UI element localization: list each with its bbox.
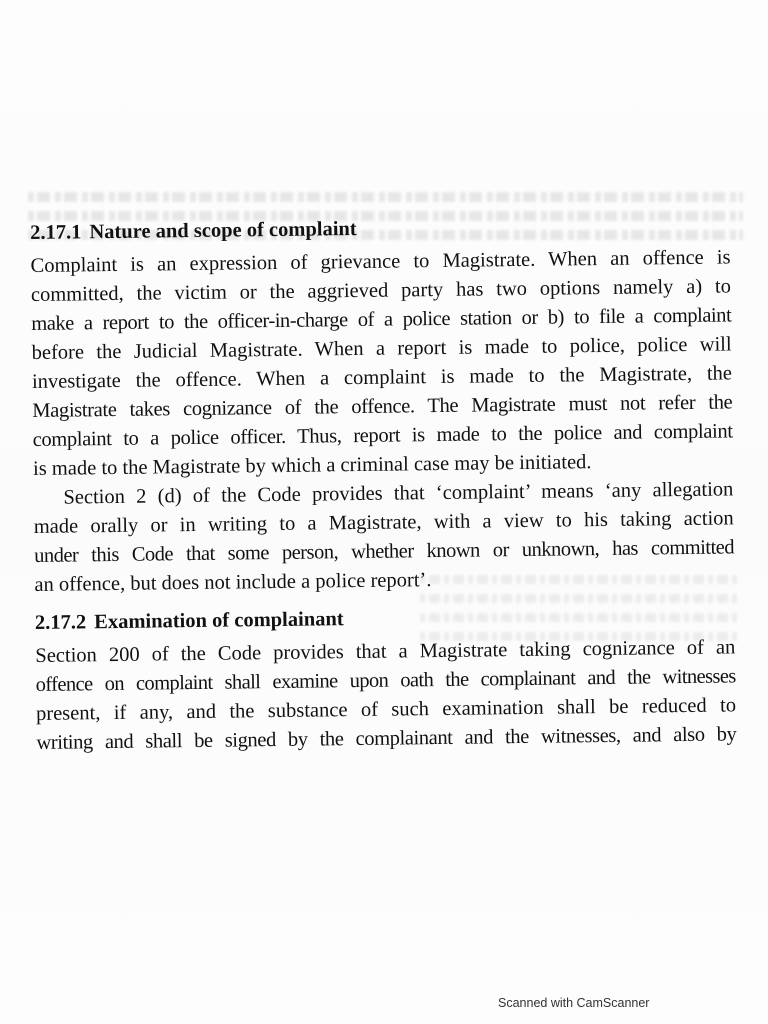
text-line: made orally or in writing to a Magistrate, with a view to his taking action xyxy=(33,507,734,538)
camscanner-watermark: Scanned with CamScanner xyxy=(498,996,650,1010)
text-line: is made to the Magistrate by which a criminal case may be initiated. xyxy=(32,451,592,480)
text-line: complaint to a police officer. Thus, report is made to the police and complaint xyxy=(32,420,733,451)
paragraph-complaint-definition xyxy=(33,475,734,600)
text-line: offence on complaint shall examine upon oath the complainant and the witnesses xyxy=(35,665,736,696)
section-heading-2-17-2 xyxy=(35,599,735,638)
text-line: writing and shall be signed by the complainant and the witnesses, and also by xyxy=(36,723,737,754)
text-line: make a report to the officer-in-charge of a police station or b) to file a complaint xyxy=(31,304,732,335)
section-heading-2-17-1 xyxy=(30,209,730,248)
paragraph-examination xyxy=(35,633,736,758)
text-line: Magistrate takes cognizance of the offence. The Magistrate must not refer the xyxy=(32,391,733,422)
text-line: present, if any, and the substance of such examination shall be reduced to xyxy=(35,694,737,725)
text-line: under this Code that some person, whether known or unknown, has committed xyxy=(33,536,735,567)
text-line: Complaint is an expression of grievance to Magistrate. When an offence is xyxy=(30,246,731,277)
section-number: 2.17.1 xyxy=(30,221,82,244)
text-line: before the Judicial Magistrate. When a report is made to police, police will xyxy=(31,333,732,364)
text-line: investigate the offence. When a complaint is made to the Magistrate, the xyxy=(31,362,733,393)
paragraph-nature-of-complaint xyxy=(30,243,733,484)
text-line: Section 2 (d) of the Code provides that ‘complaint’ means ‘any allegation xyxy=(63,478,734,509)
text-line: committed, the victim or the aggrieved party has two options namely a) to xyxy=(30,275,732,306)
section-number: 2.17.2 xyxy=(34,611,87,634)
section-title: Examination of complainant xyxy=(94,608,344,634)
text-line: an offence, but does not include a police report’. xyxy=(34,569,432,596)
text-line: Section 200 of the Code provides that a Magistrate taking cognizance of an xyxy=(35,636,736,667)
document-body xyxy=(30,209,737,758)
section-title: Nature and scope of complaint xyxy=(89,218,357,244)
